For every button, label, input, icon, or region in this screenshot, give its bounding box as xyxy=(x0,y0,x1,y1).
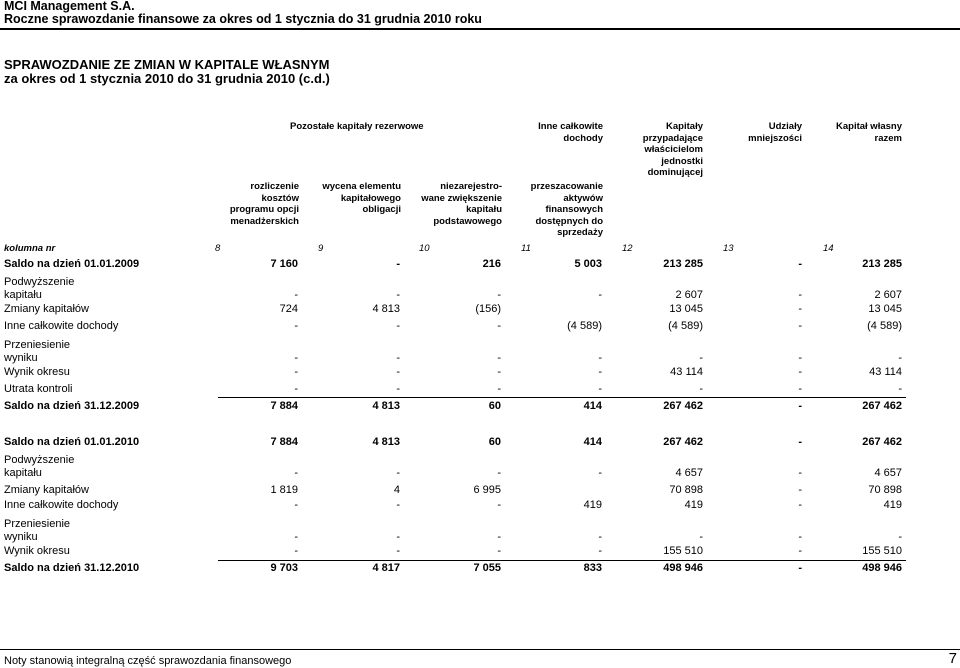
column-number: 12 xyxy=(622,243,633,254)
statement-title: SPRAWOZDANIE ZE ZMIAN W KAPITALE WŁASNYM xyxy=(4,57,330,72)
table-cell: 2 607 xyxy=(675,289,703,301)
table-cell: 4 xyxy=(393,484,400,496)
table-cell: 155 510 xyxy=(862,545,902,557)
table-cell: 724 xyxy=(279,303,298,315)
total-rule xyxy=(218,560,906,561)
table-cell: 4 813 xyxy=(372,436,400,448)
row-label: Saldo na dzień 01.01.2009 xyxy=(4,258,140,270)
table-cell: - xyxy=(798,467,802,479)
footer-note: Noty stanowią integralną część sprawozdania finansowego xyxy=(4,655,292,667)
row-label: Wynik okresu xyxy=(4,545,70,557)
table-cell: - xyxy=(294,366,298,378)
table-cell: 5 003 xyxy=(574,258,602,270)
table-cell: - xyxy=(294,467,298,479)
table-cell: - xyxy=(598,383,602,395)
table-cell: 216 xyxy=(482,258,501,270)
report-title: Roczne sprawozdanie finansowe za okres od 1 stycznia do 31 grudnia 2010 roku xyxy=(4,12,482,26)
table-cell: 419 xyxy=(883,499,902,511)
table-cell: 70 898 xyxy=(669,484,703,496)
table-cell: - xyxy=(699,352,703,364)
subheader-unregistered-capital-increase: niezarejestro- wane zwiększenie kapitału podstawowego xyxy=(421,181,502,227)
subheader-option-program: rozliczenie kosztów programu opcji menadżerskich xyxy=(229,181,299,227)
table-cell: 70 898 xyxy=(868,484,902,496)
table-cell: - xyxy=(798,436,802,448)
table-cell: 267 462 xyxy=(663,400,703,412)
table-cell: 1 819 xyxy=(270,484,298,496)
column-number: 13 xyxy=(723,243,734,254)
table-cell: - xyxy=(598,467,602,479)
footer-divider xyxy=(0,649,960,650)
table-cell: - xyxy=(396,289,400,301)
row-label: Inne całkowite dochody xyxy=(4,320,119,332)
table-cell: - xyxy=(497,467,501,479)
table-cell: - xyxy=(798,258,802,270)
row-label: Inne całkowite dochody xyxy=(4,499,119,511)
table-cell: - xyxy=(598,352,602,364)
row-label: Wynik okresu xyxy=(4,366,70,378)
table-cell: - xyxy=(497,289,501,301)
table-cell: 414 xyxy=(583,436,602,448)
table-cell: - xyxy=(497,383,501,395)
table-cell: - xyxy=(294,499,298,511)
table-cell: 60 xyxy=(488,436,501,448)
table-cell: (4 589) xyxy=(867,320,902,332)
table-cell: - xyxy=(294,545,298,557)
table-cell: - xyxy=(798,400,802,412)
table-cell: 498 946 xyxy=(862,562,902,574)
table-cell: 267 462 xyxy=(862,436,902,448)
row-label: Saldo na dzień 31.12.2009 xyxy=(4,400,140,412)
subheader-bond-equity-component: wycena elementu kapitałowego obligacji xyxy=(322,181,401,215)
row-label: Saldo na dzień 31.12.2010 xyxy=(4,562,140,574)
table-cell: (4 589) xyxy=(668,320,703,332)
table-cell: 7 884 xyxy=(270,436,298,448)
table-cell: 4 813 xyxy=(372,400,400,412)
group-other-comprehensive-income: Inne całkowite dochody xyxy=(538,121,603,144)
table-cell: - xyxy=(699,383,703,395)
table-cell: 4 657 xyxy=(675,467,703,479)
table-cell: - xyxy=(396,499,400,511)
table-cell: - xyxy=(798,366,802,378)
table-cell: (4 589) xyxy=(567,320,602,332)
table-cell: - xyxy=(598,366,602,378)
table-cell: - xyxy=(497,531,501,543)
row-label: Podwyższenie kapitału xyxy=(4,276,75,301)
table-cell: - xyxy=(598,545,602,557)
table-cell: - xyxy=(798,484,802,496)
header-divider xyxy=(0,28,960,30)
company-name: MCI Management S.A. xyxy=(4,0,135,13)
table-cell: - xyxy=(294,531,298,543)
total-rule xyxy=(218,397,906,398)
table-cell: 213 285 xyxy=(862,258,902,270)
table-cell: - xyxy=(497,545,501,557)
column-number: 9 xyxy=(318,243,324,254)
table-cell: 414 xyxy=(583,400,602,412)
table-cell: - xyxy=(497,352,501,364)
table-cell: 9 703 xyxy=(270,562,298,574)
table-cell: - xyxy=(396,366,400,378)
table-cell: 13 045 xyxy=(868,303,902,315)
table-cell: 7 884 xyxy=(270,400,298,412)
table-cell: 833 xyxy=(583,562,602,574)
table-cell: (156) xyxy=(475,303,501,315)
table-cell: - xyxy=(798,383,802,395)
table-cell: 2 607 xyxy=(874,289,902,301)
table-cell: 6 995 xyxy=(473,484,501,496)
table-cell: - xyxy=(898,531,902,543)
table-cell: 60 xyxy=(488,400,501,412)
table-cell: - xyxy=(497,499,501,511)
table-cell: - xyxy=(898,383,902,395)
table-cell: 4 813 xyxy=(372,303,400,315)
table-cell: - xyxy=(497,366,501,378)
row-label: Przeniesienie wyniku xyxy=(4,518,71,543)
table-cell: 4 657 xyxy=(874,467,902,479)
group-reserve-capital: Pozostałe kapitały rezerwowe xyxy=(290,121,424,132)
subheader-afs-revaluation: przeszacowanie aktywów finansowych dostępnych do sprzedaży xyxy=(530,181,603,238)
table-cell: - xyxy=(798,545,802,557)
row-label: Zmiany kapitałów xyxy=(4,303,89,315)
table-cell: - xyxy=(396,258,400,270)
table-cell: - xyxy=(598,531,602,543)
table-cell: - xyxy=(798,531,802,543)
table-cell: 7 055 xyxy=(473,562,501,574)
table-cell: - xyxy=(798,562,802,574)
column-number: 11 xyxy=(521,243,531,254)
table-cell: - xyxy=(798,352,802,364)
table-cell: - xyxy=(396,383,400,395)
table-cell: - xyxy=(294,352,298,364)
table-cell: - xyxy=(798,303,802,315)
group-total-equity: Kapitał własny razem xyxy=(836,121,902,144)
table-cell: - xyxy=(497,320,501,332)
table-cell: - xyxy=(798,320,802,332)
table-cell: - xyxy=(598,289,602,301)
table-cell: - xyxy=(396,531,400,543)
table-cell: - xyxy=(396,320,400,332)
row-label: Przeniesienie wyniku xyxy=(4,339,71,364)
table-cell: - xyxy=(396,352,400,364)
group-parent-equity: Kapitały przypadające właścicielom jednostki dominującej xyxy=(642,121,703,178)
table-cell: 43 114 xyxy=(670,366,703,378)
column-number: 10 xyxy=(419,243,430,254)
table-cell: 43 114 xyxy=(869,366,902,378)
row-label: Utrata kontroli xyxy=(4,383,73,395)
table-cell: - xyxy=(294,320,298,332)
row-label: Podwyższenie kapitału xyxy=(4,454,75,479)
table-cell: 267 462 xyxy=(663,436,703,448)
column-number-label: kolumna nr xyxy=(4,243,56,254)
page-number: 7 xyxy=(948,650,957,667)
row-label: Saldo na dzień 01.01.2010 xyxy=(4,436,140,448)
table-cell: - xyxy=(798,499,802,511)
table-cell: 419 xyxy=(684,499,703,511)
table-cell: 419 xyxy=(583,499,602,511)
table-cell: 4 817 xyxy=(372,562,400,574)
group-minority-interests: Udziały mniejszości xyxy=(748,121,802,144)
table-cell: - xyxy=(294,383,298,395)
table-cell: 7 160 xyxy=(270,258,298,270)
table-cell: - xyxy=(396,545,400,557)
table-cell: - xyxy=(898,352,902,364)
table-cell: - xyxy=(699,531,703,543)
table-cell: 13 045 xyxy=(669,303,703,315)
table-cell: - xyxy=(396,467,400,479)
column-number: 14 xyxy=(823,243,834,254)
statement-period: za okres od 1 stycznia 2010 do 31 grudnia 2010 (c.d.) xyxy=(4,71,330,86)
table-cell: 155 510 xyxy=(663,545,703,557)
row-label: Zmiany kapitałów xyxy=(4,484,89,496)
table-cell: 498 946 xyxy=(663,562,703,574)
column-number: 8 xyxy=(215,243,221,254)
table-cell: 213 285 xyxy=(663,258,703,270)
table-cell: - xyxy=(798,289,802,301)
table-cell: 267 462 xyxy=(862,400,902,412)
table-cell: - xyxy=(294,289,298,301)
